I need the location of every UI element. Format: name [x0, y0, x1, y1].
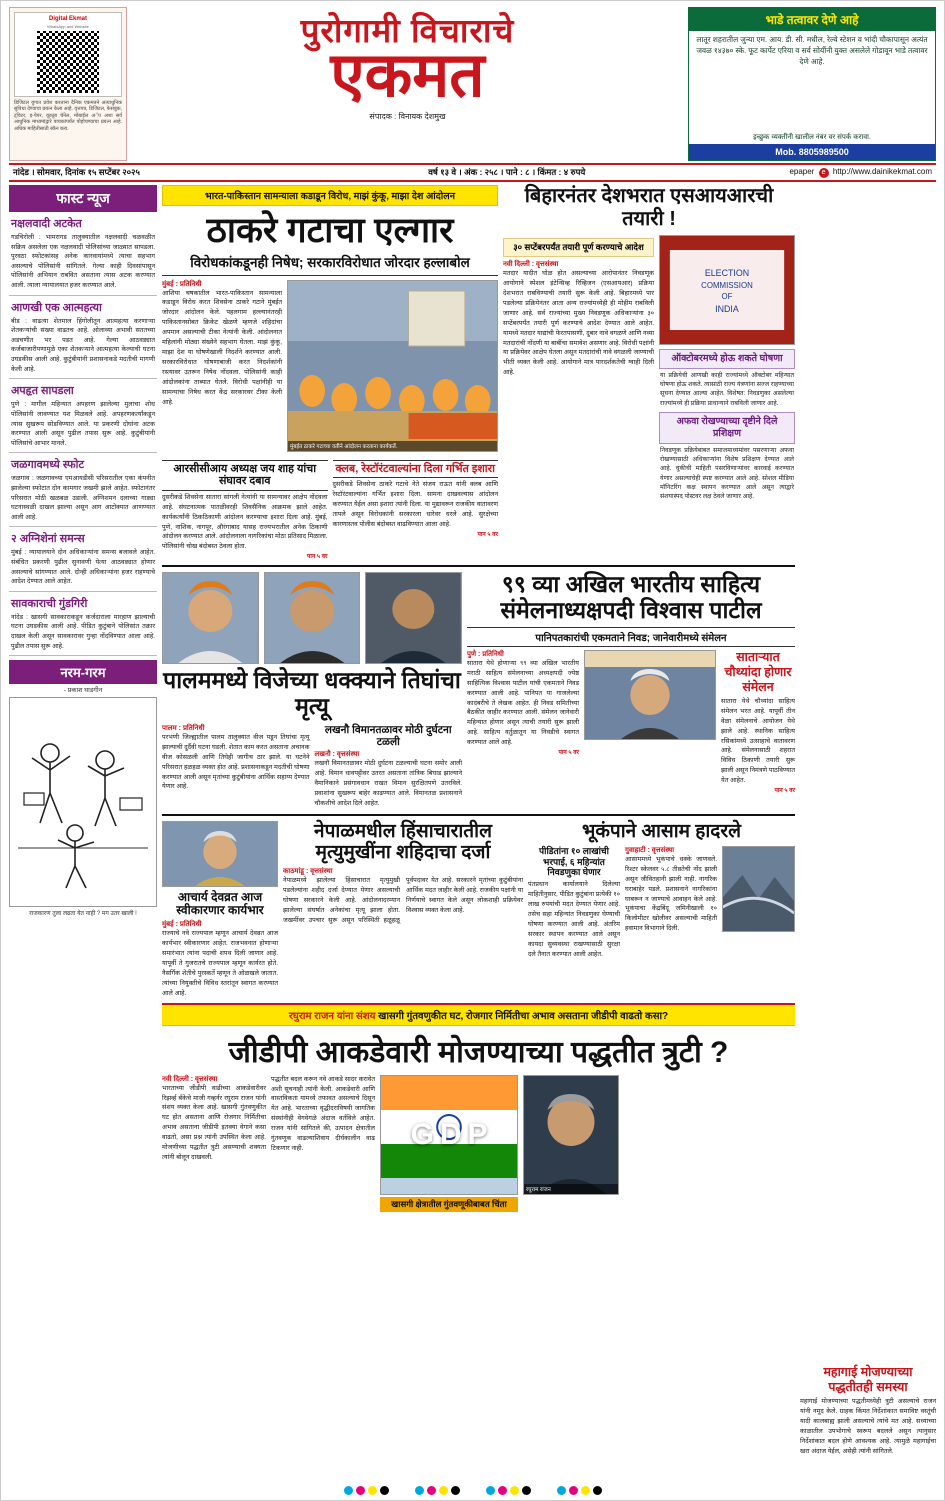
masthead-tagline: पुरोगामी विचाराचे: [300, 12, 515, 49]
sir-byline: नवी दिल्ली : वृत्तसंस्था: [503, 261, 559, 269]
sir-subhead: ३० सप्टेंबरपर्यंत तयारी पूर्ण करण्याचे आदेश: [503, 238, 654, 257]
color-dot: [344, 1486, 353, 1495]
fastnews-body: गडचिरोली : भामरागड तालुक्यातील नक्षलवादी चळवळीत सक्रिय असलेला एक नक्षलवादी पोलिसांच्या जाळ्यात सापडला. पुरवठा स्फोटकांसह अनेक कारवायांमध्ये त्याचा सहभाग असल्याचे पोलिसांनी सांगितले. गेल्या काही दिवसांपासून पोलिसांनी अभियान राबवित असताना त्यास अटक करण्यात आली. त्याला न्यायालयात हजर करण्यात आले.: [11, 234, 155, 290]
gdp-headline[interactable]: जीडीपी आकडेवारी मोजण्याच्या पद्धतीत त्रुटी ?: [228, 1035, 729, 1069]
fastnews-body: नांदेड : खासगी सावकाराकडून कर्जदाराला मारहाण झाल्याची घटना उघडकीस आली आहे. पीडित कुटुंबाने पोलिसांत तक्रार दाखल केली असून सावकारावर गुन्हा नोंदविण्यात आला आहे. पुढील तपास सुरू आहे.: [11, 613, 155, 650]
svg-text:ELECTION: ELECTION: [704, 267, 750, 279]
cartoon-caption: राजकारण तुला लढता येत नाही ? मग उतर खाली !: [29, 911, 137, 918]
lead-story: [162, 185, 498, 560]
acharya-headline[interactable]: आचार्य देवव्रत आज स्वीकारणार कार्यभार: [176, 889, 264, 918]
masthead: [1, 1, 944, 161]
sir-box2-body: निवडणूक प्रक्रियेबाबत समाजमाध्यमांवर पसरणाऱ्या अफवा रोखण्यासाठी अधिकाऱ्यांना विशेष प्रशिक्षण देण्यात आले आहे. चुकीची माहिती पसरविणाऱ्यांवर कारवाई करण्यात येणार असल्याचेही स्पष्ट करण्यात आले आहे. सोशल मीडिया मॉनिटरिंग कक्ष स्थापन करण्यात आले असून त्याद्वारे संशयास्पद पोस्टवर लक्ष ठेवले जाणार आहे.: [660, 446, 794, 501]
fastnews-header: फास्ट न्यूज: [9, 185, 157, 212]
lead-body: आशिया चषकातील भारत-पाकिस्तान सामन्याला कडाडून विरोध करत शिवसेना ठाकरे गटाने मुंबईत जोरदार आंदोलन केले. पहलगाम हल्ल्यानंतरही पाकिस्तानसोबत क्रिकेट खेळणे म्हणजे शहिदांचा अपमान असल्याची टीका नेत्यांनी केली. आंदोलनात महिलांनी मोठ्या संख्येने सहभाग घेतला. माझं कुंकू, माझा देश या घोषणेखाली निदर्शने करण्यात आली. सरकारविरोधात घोषणाबाजी करत निदर्शकांनी रस्त्यावर उतरून निषेध नोंदवला. पोलिसांनी काही आंदोलकांना ताब्यात घेतले. विरोधी पक्षांनीही या सामन्याचा निषेध करत केंद्र सरकारवर टीका केली आहे.: [162, 289, 282, 406]
acharya-byline: मुंबई : प्रतिनिधी: [162, 921, 202, 929]
bhukamp-headline[interactable]: भूकंपाने आसाम हादरले: [581, 820, 742, 842]
fastnews-title: सावकाराची गुंडगिरी: [11, 597, 88, 610]
lead-byline: मुंबई : प्रतिनिधी: [162, 280, 202, 288]
lucknow-byline: लखनौ : वृत्तसंस्था: [314, 750, 360, 758]
masthead-title-block: [127, 7, 688, 161]
satara-body: सातारा येथे चौथ्यांदा साहित्य संमेलन भरत आहे. यापूर्वी तीन वेळा संमेलनाचे आयोजन येथे झाले आहे. स्थानिक साहित्य रसिकांमध्ये उत्साहाचे वातावरण आहे. संमेलनासाठी शहरात विविध ठिकाणी तयारी सुरू झाली असून निमंत्रणे पाठविण्यात येत आहेत.: [721, 697, 795, 785]
lead-photo-caption: मुंबईत ठाकरे गटाच्या वतीने आंदोलन करताना कार्यकर्ते.: [288, 441, 497, 451]
lead-box-1[interactable]: [162, 456, 328, 561]
gdp-letter-g: G: [410, 1117, 434, 1151]
epaper-label: epaper: [789, 167, 815, 176]
color-dot: [557, 1486, 566, 1495]
nepal-story: [283, 821, 523, 999]
advertisement-box[interactable]: [688, 7, 936, 161]
qr-subtitle: WhatsApp and Website: [47, 23, 89, 29]
edition-info: वर्ष १३ वे । अंक : २५८ । पाने : ८ । किंमत : ४ रुपये: [428, 167, 586, 177]
nepal-headline[interactable]: नेपाळमधील हिंसाचारातील मृत्युमुखींना शहिदाचा दर्जा: [314, 820, 492, 863]
lead-box-2[interactable]: [333, 456, 499, 561]
acharya-photo: [162, 821, 278, 887]
bhukamp-side-title: पीडितांना १० लाखांची भरपाई, ६ महिन्यांत निवडणुका घेणार: [539, 845, 609, 878]
sir-body: मतदार यादीत घोळ होत असल्याच्या आरोपानंतर निवडणूक आयोगाने स्पेशल इंटेन्सिव्ह रिव्हिजन (एसआयआर) प्रक्रिया देशभरात राबविण्याची तयारी सुरू केली आहे. बिहारमध्ये पार पडलेल्या प्रक्रियेनंतर आता अन्य राज्यांमध्येही ही मोहीम राबविली जाणार आहे. सर्व राज्यांच्या मुख्य निवडणूक अधिकाऱ्यांना ३० सप्टेंबरपर्यंत तयारी पूर्ण करण्याचे आदेश देण्यात आले आहेत. यामध्ये मतदार याद्यांची फेरतपासणी, दुबार नावे वगळणे आणि नव्या मतदारांची नोंदणी या बाबींचा समावेश असणार आहे. विरोधी पक्षांनी या प्रक्रियेवर आक्षेप घेतला असून मतदारांची नावे वगळली जाण्याची भीती व्यक्त केली आहे. आयोगाने मात्र पारदर्शकतेची ग्वाही दिली आहे.: [503, 270, 654, 377]
bhukamp-photo-wrap: [722, 846, 795, 960]
sir-text: [503, 235, 654, 504]
sahitya-byline: पुणे : प्रतिनिधी: [467, 650, 504, 658]
gdp-col1: [162, 1075, 266, 1212]
mahagai-title: महागाई मोजण्याच्या पद्धतीतही समस्या: [823, 1365, 913, 1394]
palam-photos: [162, 572, 462, 664]
mahagai-body: महागाई मोजण्याच्या पद्धतीमध्येही त्रुटी असल्याचे राजन यांनी नमूद केले. ग्राहक किंमत निर्देशांकात समाविष्ट वस्तूंची यादी कालबाह्य झाली असल्याचे त्यांचे मत आहे. सध्याच्या काळातील उपभोगाचे स्वरूप बदलले असून त्यानुसार निर्देशांकात बदल होणे आवश्यक आहे. त्यामुळे महागाईचा खरा अंदाज येईल, असेही त्यांनी सांगितले.: [800, 1398, 936, 1455]
fastnews-body: मुंबई : न्यायालयाने दोन अधिकाऱ्यांना समन्स बजावले आहेत. संबंधित प्रकरणी पुढील सुनावणी येत्या आठवड्यात होणार असल्याचे सांगण्यात आले. दोन्ही अधिकाऱ्यांना हजर राहण्याचे आदेश देण्यात आले आहेत.: [11, 549, 155, 586]
fastnews-title: २ अग्निशेनां समन्स: [11, 533, 85, 546]
bottom-banner-red: रघुराम राजन यांना संशय: [288, 1010, 376, 1022]
lead-photo: [287, 280, 498, 452]
rajan-photo-wrap: [523, 1075, 619, 1212]
sir-box1-title: ऑक्टोबरमध्ये होऊ शकते घोषणा: [659, 349, 795, 369]
nepal-byline: काठमांडू : वृत्तसंस्था: [283, 868, 333, 876]
qr-brand: Digital Ekmat: [48, 16, 87, 22]
svg-text:INDIA: INDIA: [715, 303, 739, 315]
gdp-row: [162, 1075, 795, 1212]
qr-promo-box: [9, 7, 127, 161]
sahitya-story: [467, 572, 795, 808]
ad-mobile[interactable]: Mob. 8805989500: [689, 144, 935, 160]
gdp-body-1: भारताच्या जीडीपी वाढीच्या आकडेवारीवर रिझर्व्ह बँकेचे माजी गव्हर्नर रघुराम राजन यांनी संशय व्यक्त केला आहे. खासगी गुंतवणुकीत घट होत असताना आणि रोजगार निर्मितीचा अभाव असताना जीडीपी इतक्या वेगाने कसा वाढतो, असा प्रश्न त्यांनी उपस्थित केला आहे. मोजणीच्या पद्धतीत त्रुटी असण्याची शक्यता त्यांनी बोलून दाखवली.: [162, 1084, 266, 1162]
bhukamp-byline: गुवाहाटी : वृत्तसंस्था: [625, 846, 675, 854]
qr-inner: [14, 12, 122, 97]
gdp-body-2: पद्धतीत बदल करून नवे आकडे सादर करावेत अशी सूचनाही त्यांनी केली. आकडेवारी आणि वास्तविकता यामध्ये तफावत असल्याचे दिसून येत आहे. भारताच्या वृद्धीदराविषयी जागतिक संस्थांनीही वेगवेगळे अंदाज वर्तविले आहेत. राजन यांनी सांगितले की, उत्पादन क्षेत्रातील गुंतवणूक वाढल्याशिवाय दीर्घकालीन वाढ टिकणार नाही.: [271, 1075, 375, 1153]
color-dot: [510, 1486, 519, 1495]
right-column: [800, 185, 936, 1457]
palam-story: [162, 572, 462, 808]
sir-story: [503, 185, 795, 560]
satara-more[interactable]: पान ५ वर: [774, 788, 795, 795]
lead-body-row: [162, 280, 498, 452]
list-item[interactable]: [9, 212, 157, 296]
ad-heading: भाडे तत्वावर देणे आहे: [689, 8, 935, 31]
sahitya-row: [467, 650, 795, 794]
colorbar-group: [344, 1486, 389, 1495]
website-url[interactable]: http://www.dainikekmat.com: [832, 167, 932, 176]
color-dot: [569, 1486, 578, 1495]
lead-kicker-banner: भारत-पाकिस्तान सामन्याला कडाडून विरोध, माझं कुंकू, माझा देश आंदोलन: [162, 185, 498, 206]
lead-headline[interactable]: ठाकरे गटाचा एल्गार: [206, 211, 454, 250]
bhukamp-side: [528, 846, 620, 960]
palam-col1: [162, 724, 310, 809]
bhukamp-text: [625, 846, 717, 960]
sahitya-headline[interactable]: ९९ व्या अखिल भारतीय साहित्य संमेलनाध्यक्षपदी विश्वास पाटील: [500, 571, 762, 624]
lead-box-1-title: आरसीसीआय अध्यक्ष जय शाह यांचा संघावर दबाव: [173, 462, 317, 488]
sahitya-photo-wrap: [584, 650, 716, 794]
info-strip: [9, 163, 936, 182]
palam-byline: पालम : प्रतिनिधी: [162, 724, 205, 732]
masthead-title: एकमत: [330, 41, 485, 111]
color-dot: [439, 1486, 448, 1495]
color-dot: [368, 1486, 377, 1495]
fastnews-body: पुणे : मागील महिन्यात अपहरण झालेल्या मुलाचा शोध पोलिसांनी लावण्यात यश मिळवले आहे. अपहरणकर्त्यांकडून त्यास सुखरूप सोडविण्यात आले. या प्रकरणी दोघांना अटक करण्यात आली असून पुढील तपास सुरू आहे. कुटुंबीयांनी पोलिसांचे आभार मानले.: [11, 401, 155, 447]
color-dot: [522, 1486, 531, 1495]
election-commission-photo: [659, 235, 795, 345]
gdp-letters: [381, 1076, 517, 1194]
color-dot: [380, 1486, 389, 1495]
satara-title: साताऱ्यात चौथ्यांदा होणार संमेलन: [724, 649, 792, 694]
gdp-orange-strip: खासगी क्षेत्रातील गुंतवणूकीबाबत चिंता: [380, 1197, 518, 1212]
colorbar-group: [415, 1486, 460, 1495]
gdp-byline: नवी दिल्ली : वृत्तसंस्था: [162, 1075, 218, 1083]
palam-body-row: [162, 724, 462, 809]
lead-box-2-more[interactable]: पान ५ वर: [477, 531, 498, 538]
sir-box1-body: या प्रक्रियेची आणखी काही राज्यांमध्ये ऑक्टोबर महिन्यात घोषणा होऊ शकते. त्यासाठी राज्य यंत्रणांना सज्ज राहण्याच्या सूचना देण्यात आल्या आहेत. विशेषत: निवडणुका असलेल्या राज्यांमध्ये ही प्रक्रिया प्राधान्याने राबविली जाणार आहे.: [660, 371, 794, 407]
right-spacer: [800, 185, 936, 1365]
lead-box-2-body: दुसरीकडे शिवसेना ठाकरे गटाचे नेते संजय राऊत यांनी क्लब आणि रेस्टॉरंटवाल्यांना गर्भित इशारा दिला. सामना दाखवल्यास आंदोलन करण्यात येईल असा इशारा त्यांनी दिला. या मुद्यावरून राजकीय वातावरण तापले असून विरोधकांनी सरकारला धारेवर धरले आहे. सुरक्षेच्या कारणास्तव पोलीस बंदोबस्त वाढविण्यात आला आहे.: [332, 481, 498, 528]
fastnews-title: नक्षलवादी अटकेत: [11, 218, 82, 230]
color-dot: [486, 1486, 495, 1495]
sir-headline[interactable]: बिहारनंतर देशभरात एसआयआरची तयारी !: [524, 185, 774, 230]
rajan-photo: [523, 1075, 619, 1195]
list-item[interactable]: [9, 527, 157, 591]
rajan-photo-caption: रघुराम राजन: [524, 1184, 618, 1194]
gdp-letter-p: P: [467, 1117, 488, 1151]
gdp-col2: [271, 1075, 375, 1212]
divider: [162, 814, 795, 816]
palam-headline[interactable]: पालममध्ये विजेच्या धक्क्याने तिघांचा मृत्यू: [163, 667, 461, 720]
lead-photo-wrap: [287, 280, 498, 452]
color-dot: [581, 1486, 590, 1495]
bhukamp-side-body: पंतप्रधान कार्यालयाने दिलेल्या माहितीनुसार, पीडित कुटुंबांना प्रत्येकी १० लाख रुपयांची मदत देण्यात येणार आहे. तसेच सहा महिन्यांत निवडणुका घेण्याची घोषणा करण्यात आली आहे. अंतरिम सरकार स्थापन करण्यात आले असून कायदा सुव्यवस्था राखण्यासाठी सुरक्षा दले तैनात करण्यात आली आहेत.: [528, 881, 620, 958]
qr-caption: डिजिटल युगात प्रवेश करताना दैनिक एकमतने अत्याधुनिक सुविधा देण्याचा प्रयत्न केला आहे. वृत्तपत्र, डिजिटल, फेसबुक, ट्विटर, इ-पेपर, यूट्यूब चॅनेल, मोबाईल अॅप अशा सर्व आधुनिक माध्यमांद्वारे वाचकांपर्यंत पोहोचण्याचा प्रयत्न आहे. अधिक माहितीसाठी स्कॅन करा.: [14, 99, 122, 132]
center-column: [162, 185, 795, 1457]
list-item[interactable]: [9, 592, 157, 656]
gdp-letter-d: D: [439, 1117, 462, 1151]
bottom-kicker-banner: [162, 1003, 795, 1026]
sir-side: [659, 235, 795, 504]
cartoonist-credit: - प्रकाश घाडगीन: [63, 687, 103, 695]
color-dot: [451, 1486, 460, 1495]
colorbar-group: [557, 1486, 602, 1495]
editor-line: संपादक : विनायक देशमुख: [369, 112, 446, 122]
ad-contact-note: इच्छुक व्यक्तींनी खालील नंबर वर संपर्क करावा.: [753, 134, 871, 141]
color-dot: [498, 1486, 507, 1495]
place-date: नांदेड । सोमवार, दिनांक १५ सप्टेंबर २०२५: [13, 167, 140, 177]
palam-body: परभणी जिल्ह्यातील पालम तालुक्यात वीज पडून तिघांचा मृत्यू झाल्याची दुर्दैवी घटना घडली. शेतात काम करत असताना अचानक वीज कोसळली आणि तिघेही जागीच ठार झाले. या घटनेने परिसरात हळहळ व्यक्त होत आहे. प्रशासनाकडून मदतीची घोषणा करण्यात आली असून मृतांच्या कुटुंबीयांना आर्थिक सहाय्य देण्यात येणार आहे.: [162, 733, 310, 791]
bhukamp-body: आसाममध्ये भूकंपाचे धक्के जाणवले. रिश्टर स्केलवर ५.८ तीव्रतेची नोंद झाली असून जीवितहानी झाली नाही. नागरिक घराबाहेर पडले. प्रशासनाने नागरिकांना घाबरून न जाण्याचे आवाहन केले आहे. भूकंपाचा केंद्रबिंदू जमिनीखाली १० किलोमीटर खोलीवर असल्याची माहिती हवामान विभागाने दिली.: [625, 855, 717, 933]
lucknow-body: लखनौ विमानतळावर मोठी दुर्घटना टळल्याची घटना समोर आली आहे. विमान धावपट्टीवर उतरत असताना तांत्रिक बिघाड झाल्याने वैमानिकाने प्रसंगावधान राखत विमान सुरक्षितपणे उतरविले. प्रवाशांना सुखरूप बाहेर काढण्यात आले. विमानतळ प्रशासनाने चौकशीचे आदेश दिले आहेत.: [314, 759, 462, 807]
color-dot: [356, 1486, 365, 1495]
victim-photo-2: [264, 572, 361, 664]
acharya-body: राज्याचे नवे राज्यपाल म्हणून आचार्य देवव्रत आज कार्यभार स्वीकारणार आहेत. राजभवनात होणाऱ्या समारंभात त्यांना पदाची शपथ दिली जाणार आहे. यापूर्वी ते गुजरातचे राज्यपाल म्हणून कार्यरत होते. नैसर्गिक शेतीचे पुरस्कर्ते म्हणून ते ओळखले जातात. त्यांच्या नियुक्तीचे विविध स्तरांतून स्वागत करण्यात आले आहे.: [162, 930, 278, 997]
fastnews-title: अपहृत सापडला: [11, 385, 74, 398]
ad-body: लातूर शहरातील जुन्या एम. आय. डी. सी. मधील, रेल्वे स्टेशन व भांदी चौकापासून अत्यंत जवळ १४३७० स्के. फूट कार्पेट एरिया व सर्व सोयींनी युक्त असलेले गोडावून भाडे तत्वावर देणे आहे.: [696, 35, 928, 66]
satara-sidebar[interactable]: [721, 650, 795, 794]
color-dot: [415, 1486, 424, 1495]
naram-garam-header: नरम-गरम: [9, 660, 157, 684]
lucknow-title: लखनौ विमानतळावर मोठी दुर्घटना टळली: [324, 723, 452, 748]
qr-code-icon[interactable]: [37, 31, 99, 93]
earthquake-photo: [722, 846, 795, 932]
victim-photo-3: [365, 572, 462, 664]
victim-photo-1: [162, 572, 259, 664]
sahitya-text: [467, 650, 579, 794]
vishwas-patil-photo: [584, 650, 716, 740]
bottom-banner-text: खासगी गुंतवणुकीत घट, रोजगार निर्मितीचा अभाव असताना जीडीपी वाढतो कसा?: [378, 1010, 669, 1022]
sir-box2-title: अफवा रोखण्याच्या दृष्टीने दिले प्रशिक्षण: [659, 412, 795, 444]
color-dot: [427, 1486, 436, 1495]
color-dot: [593, 1486, 602, 1495]
globe-icon: e: [819, 168, 829, 178]
fastnews-body: जळगाव : जळगावच्या एमआयडीसी परिसरातील एका कंपनीत झालेल्या स्फोटात दोन कामगार जखमी झाले आहेत. स्फोटानंतर परिसरात मोठी खळबळ उडाली. अग्निशमन दलाच्या गाड्या घटनास्थळी दाखल झाल्या असून आग आटोक्यात आणण्यात आली आहे.: [11, 475, 155, 521]
divider: [162, 565, 795, 567]
fastnews-title: जळगावमध्ये स्फोट: [11, 459, 84, 472]
sahitya-more[interactable]: पान ५ वर: [558, 750, 579, 757]
sahitya-subhead: पानिपतकारांची एकमताने निवड; जानेवारीमध्ये संमेलन: [467, 627, 795, 647]
list-item[interactable]: [9, 453, 157, 527]
lead-and-right-banner-row: [162, 185, 795, 560]
lead-subboxes: [162, 456, 498, 561]
lead-box-1-more[interactable]: पान ५ वर: [306, 554, 328, 561]
fastnews-body: बीड : वाढत्या शेतमाल हिंगोलीतून आत्महत्या करणाऱ्या शेतकऱ्यांची संख्या वाढतच आहे. ओलाव्या अभावी सततच्या अडचणीत भर पडत आहे. गेल्या आठवड्यात कर्जबाजारीपणामुळे एका शेतकऱ्याने आत्महत्या केल्याची घटना उघडकीस आली आहे. कुटुंबीयांनी प्रशासनाकडे मदतीची मागणी केली आहे.: [11, 317, 155, 373]
acharya-story: [162, 821, 278, 999]
gdp-graphic-wrap: [380, 1075, 518, 1212]
svg-text:OF: OF: [721, 291, 733, 302]
lucknow-box[interactable]: [315, 724, 463, 809]
mid-row: [162, 572, 795, 808]
lead-box-2-title: क्लब, रेस्टॉरंटवाल्यांना दिला गर्भित इशारा: [335, 462, 496, 475]
epaper-link[interactable]: [682, 167, 932, 178]
nepal-body: नेपाळमध्ये झालेल्या हिंसाचारात मृत्युमुखी पडलेल्यांना शहीद दर्जा देण्यात येणार असल्याची घोषणा सरकारने केली आहे. आंदोलनादरम्यान झालेल्या संघर्षात अनेकांचा मृत्यू झाला होता. जखमींवर उपचार सुरू असून परिस्थिती हळूहळू पूर्वपदावर येत आहे. सरकारने मृतांच्या कुटुंबीयांना आर्थिक मदत जाहीर केली आहे. राजकीय पक्षांनी या निर्णयाचे स्वागत केले असून लोकशाही प्रक्रियेवर विश्वास व्यक्त केला आहे.: [283, 877, 523, 924]
fastnews-title: आणखी एक आत्महत्या: [11, 301, 102, 314]
third-row: [162, 821, 795, 999]
lead-subheadline: विरोधकांकडूनही निषेध; सरकारविरोधात जोरदार हल्लाबोल: [162, 253, 498, 276]
left-column: [9, 185, 157, 1457]
sir-row: [503, 235, 795, 504]
main-grid: [1, 182, 944, 1457]
cartoon-illustration: [9, 697, 157, 907]
bhukamp-story: [528, 821, 795, 999]
lead-text-col: [162, 280, 282, 452]
list-item[interactable]: [9, 296, 157, 380]
colorbar-group: [486, 1486, 531, 1495]
sahitya-body: सातारा येथे होणाऱ्या ९९ व्या अखिल भारतीय मराठी साहित्य संमेलनाच्या अध्यक्षपदी ज्येष्ठ साहित्यिक विश्वास पाटील यांची एकमताने निवड करण्यात आली आहे. पानिपत या गाजलेल्या कादंबरीचे ते लेखक आहेत. ही निवड समितीच्या बैठकीत जाहीर करण्यात आली. संमेलन जानेवारी महिन्यात होणार असून त्याची तयारी सुरू झाली आहे. साहित्य वर्तुळातून या निवडीचे स्वागत करण्यात आले आहे.: [467, 659, 579, 747]
list-item[interactable]: [9, 379, 157, 453]
bhukamp-row: [528, 846, 795, 960]
registration-colorbar: [1, 1483, 944, 1498]
gdp-graphic: [380, 1075, 518, 1195]
svg-text:COMMISSION: COMMISSION: [701, 280, 753, 291]
lead-box-1-body: दुसरीकडे शिवसेना सातारा सांगली नेत्यांनी या सामन्यावर आक्षेप नोंदवला आहे. संघटनात्मक पातळीवरही शिवसैनिक आक्रमक झाले आहेत. कार्यकर्त्यांनी ठिकठिकाणी आंदोलन करण्याचा इशारा दिला आहे. मुंबई, पुणे, नाशिक, नागपूर, औरंगाबाद यासह राज्यभरातील अनेक ठिकाणी आंदोलन करण्यात आले. आंदोलनाला नागरिकांचा मोठा प्रतिसाद मिळाला. पोलिसांनी चोख बंदोबस्त ठेवला होता.: [162, 493, 328, 551]
